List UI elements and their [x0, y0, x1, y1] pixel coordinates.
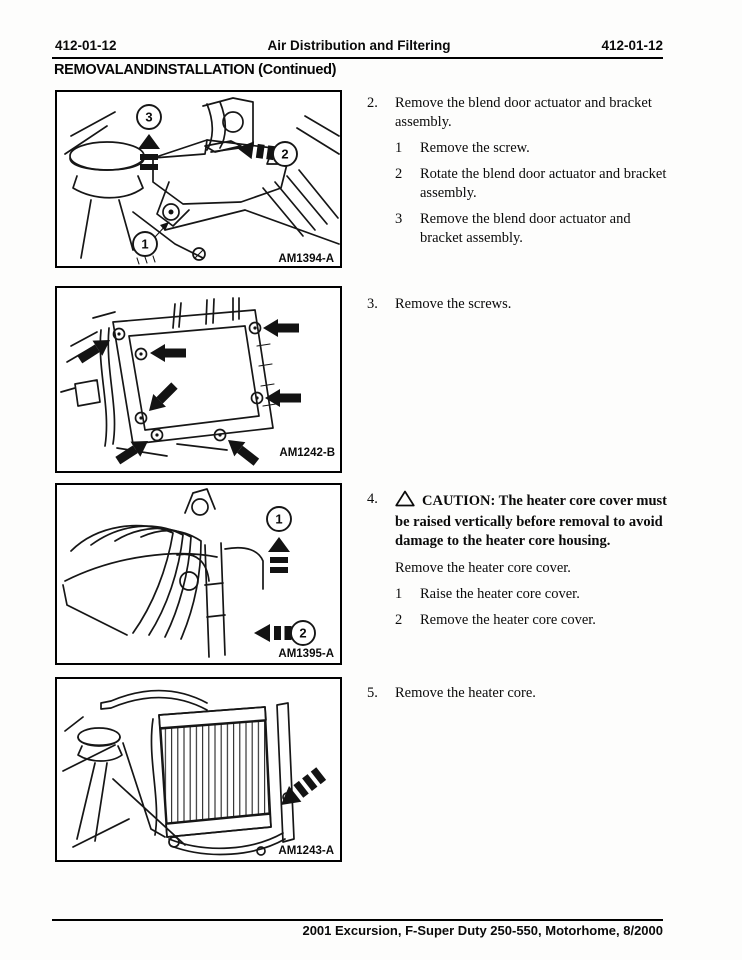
footer-rule [52, 919, 663, 921]
callout-3-badge [137, 105, 161, 129]
step-text: Remove the blend door actuator and bracket assembly. [395, 95, 652, 130]
step-2 [367, 94, 673, 248]
remove-direction-arrow-icon [254, 624, 292, 642]
figure-2-label: AM1242-B [279, 447, 335, 459]
figure-cover-screws [55, 286, 342, 473]
step-4 [367, 490, 673, 630]
figure-2-illustration [57, 288, 340, 471]
caution-text: CAUTION: The heater core cover must be raised vertically before removal to avoid damage to the heater core housing. [395, 493, 667, 549]
step-text: Remove the screws. [395, 296, 512, 312]
screw-arrow-icon [265, 389, 301, 407]
svg-text:2: 2 [299, 625, 307, 641]
substep-text: Remove the heater core cover. [420, 612, 596, 628]
caution-block [395, 490, 673, 551]
header-title: Air Distribution and Filtering [267, 38, 451, 53]
remove-direction-arrow-icon [275, 766, 328, 813]
figure-3-label: AM1395-A [278, 648, 334, 660]
warning-triangle-icon [395, 490, 415, 513]
substep [395, 165, 673, 203]
cover-line-art [61, 298, 276, 456]
callout-1-badge [133, 232, 157, 256]
substep-number: 2 [395, 612, 403, 628]
step-number: 2. [367, 95, 378, 111]
step-text: Remove the heater core cover. [395, 560, 571, 576]
figure-1-label: AM1394-A [278, 253, 334, 265]
cover-line-art [63, 489, 263, 657]
figure-4-label: AM1243-A [278, 845, 334, 857]
substep-number: 1 [395, 586, 403, 602]
step-3 [367, 295, 673, 314]
figure-3-illustration [57, 485, 340, 663]
substep [395, 611, 673, 630]
substep-text: Remove the screw. [420, 140, 530, 156]
screw-arrow-icon [263, 319, 299, 337]
screw-icons [114, 323, 263, 441]
substep-number: 1 [395, 140, 403, 156]
substep [395, 139, 673, 158]
svg-text:1: 1 [275, 511, 283, 527]
rotate-direction-arrow-icon [236, 139, 276, 162]
callout-2-badge [291, 621, 315, 645]
callout-1-badge [267, 507, 291, 531]
figure-1-illustration [57, 92, 340, 266]
substep-text: Rotate the blend door actuator and bracket assembly. [420, 166, 667, 201]
screw-arrow-icon [150, 344, 186, 362]
callout-2-badge [273, 142, 297, 166]
figure-blend-door-actuator [55, 90, 342, 268]
step-number: 4. [367, 491, 378, 507]
header-doc-number-right: 412-01-12 [601, 38, 663, 53]
svg-text:1: 1 [141, 236, 149, 252]
substep-text: Raise the heater core cover. [420, 586, 580, 602]
substep-text: Remove the blend door actuator and bracket assembly. [420, 211, 631, 246]
step-5 [367, 684, 673, 703]
header-rule [52, 57, 663, 59]
step-text: Remove the heater core. [395, 685, 536, 701]
figure-4-illustration [57, 679, 340, 860]
figure-heater-core-cover [55, 483, 342, 665]
header-doc-number-left: 412-01-12 [55, 38, 117, 53]
substep-number: 3 [395, 211, 403, 227]
step-number: 5. [367, 685, 378, 701]
raise-direction-arrow-icon [268, 537, 290, 573]
screw-arrow-icon [222, 433, 261, 469]
svg-text:3: 3 [145, 109, 153, 125]
substep [395, 210, 673, 248]
substep-number: 2 [395, 166, 403, 182]
section-title: REMOVALANDINSTALLATION (Continued) [54, 62, 337, 78]
step-number: 3. [367, 296, 378, 312]
screw-arrow-icon [143, 379, 181, 417]
lift-direction-arrow-icon [138, 134, 160, 170]
substep [395, 585, 673, 604]
footer-text: 2001 Excursion, F-Super Duty 250-550, Motorhome, 8/2000 [302, 923, 663, 938]
svg-text:2: 2 [281, 146, 289, 162]
heater-core-line-art [63, 691, 294, 855]
actuator-line-art [65, 98, 339, 264]
figure-heater-core [55, 677, 342, 862]
